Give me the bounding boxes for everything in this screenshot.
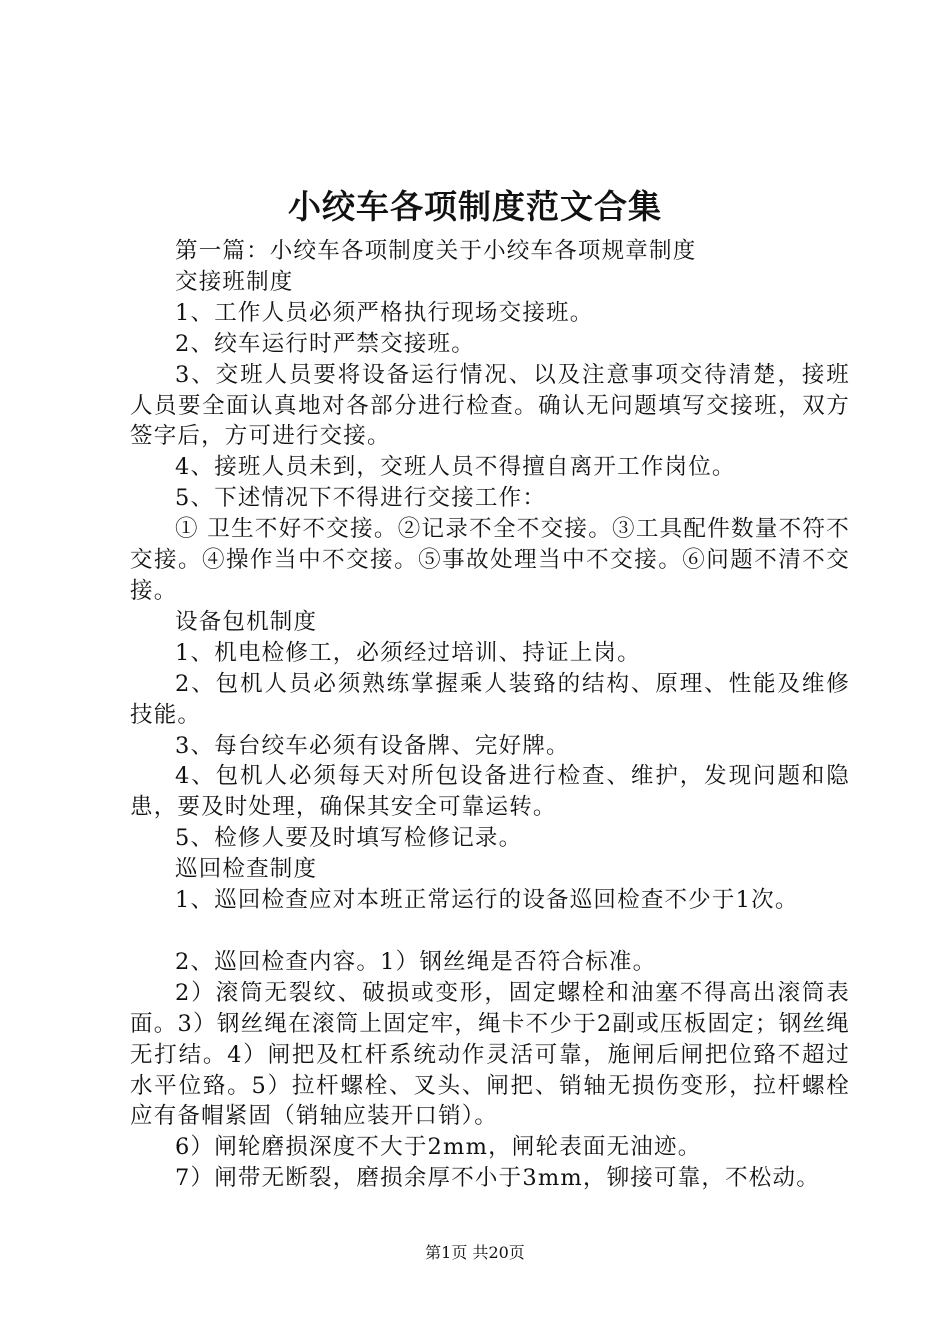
paragraph: 1、机电检修工，必须经过培训、持证上岗。 <box>175 639 641 666</box>
paragraph: 1、工作人员必须严格执行现场交接班。 <box>175 299 594 326</box>
paragraph: ① 卫生不好不交接。②记录不全不交接。③工具配件数量不符不交接。④操作当中不交接。⑤事故处理当中不交接。⑥问题不清不交接。 <box>130 516 850 604</box>
paragraph: 2）滚筒无裂纹、破损或变形，固定螺栓和油塞不得高出滚筒表面。3）钢丝绳在滚筒上固定牢，绳卡不少于2副或压板固定；钢丝绳无打结。4）闸把及杠杆系统动作灵活可靠，施闸后闸把位臵不超过水平位臵。5）拉杆螺栓、叉头、闸把、销轴无损伤变形，拉杆螺栓应有备帽紧固（销轴应装开口销）。 <box>130 979 850 1130</box>
paragraph: 5、下述情况下不得进行交接工作： <box>175 485 547 512</box>
paragraph: 2、巡回检查内容。1）钢丝绳是否符合标准。 <box>175 948 657 975</box>
page-number-footer: 第1页 共20页 <box>425 1243 525 1262</box>
paragraph: 4、接班人员未到，交班人员不得擅自离开工作岗位。 <box>175 454 736 481</box>
paragraph: 5、检修人要及时填写检修记录。 <box>175 825 523 852</box>
paragraph: 1、巡回检查应对本班正常运行的设备巡回检查不少于1次。 <box>175 887 799 914</box>
paragraph: 3、交班人员要将设备运行情况、以及注意事项交待清楚，接班人员要全面认真地对各部分进行检查。确认无问题填写交接班，双方签字后，方可进行交接。 <box>130 361 850 450</box>
paragraph: 4、包机人必须每天对所包设备进行检查、维护，发现问题和隐患，要及时处理，确保其安全可靠运转。 <box>130 763 850 821</box>
paragraph: 2、包机人员必须熟练掌握乘人装臵的结构、原理、性能及维修技能。 <box>130 670 850 728</box>
section-title-inspection: 巡回检查制度 <box>175 856 318 883</box>
paragraph: 7）闸带无断裂，磨损余厚不小于3mm，铆接可靠，不松动。 <box>175 1165 820 1192</box>
paragraph: 2、绞车运行时严禁交接班。 <box>175 330 475 357</box>
paragraph: 6）闸轮磨损深度不大于2mm，闸轮表面无油迹。 <box>175 1134 702 1161</box>
section-title-equipment: 设备包机制度 <box>175 608 318 635</box>
document-body <box>130 236 850 1194</box>
paragraph-heading: 第一篇：小绞车各项制度关于小绞车各项规章制度 <box>175 238 697 264</box>
document-title: 小绞车各项制度范文合集 <box>288 187 662 226</box>
section-title-handover: 交接班制度 <box>175 268 294 295</box>
paragraph: 3、每台绞车必须有设备牌、完好牌。 <box>175 732 570 759</box>
